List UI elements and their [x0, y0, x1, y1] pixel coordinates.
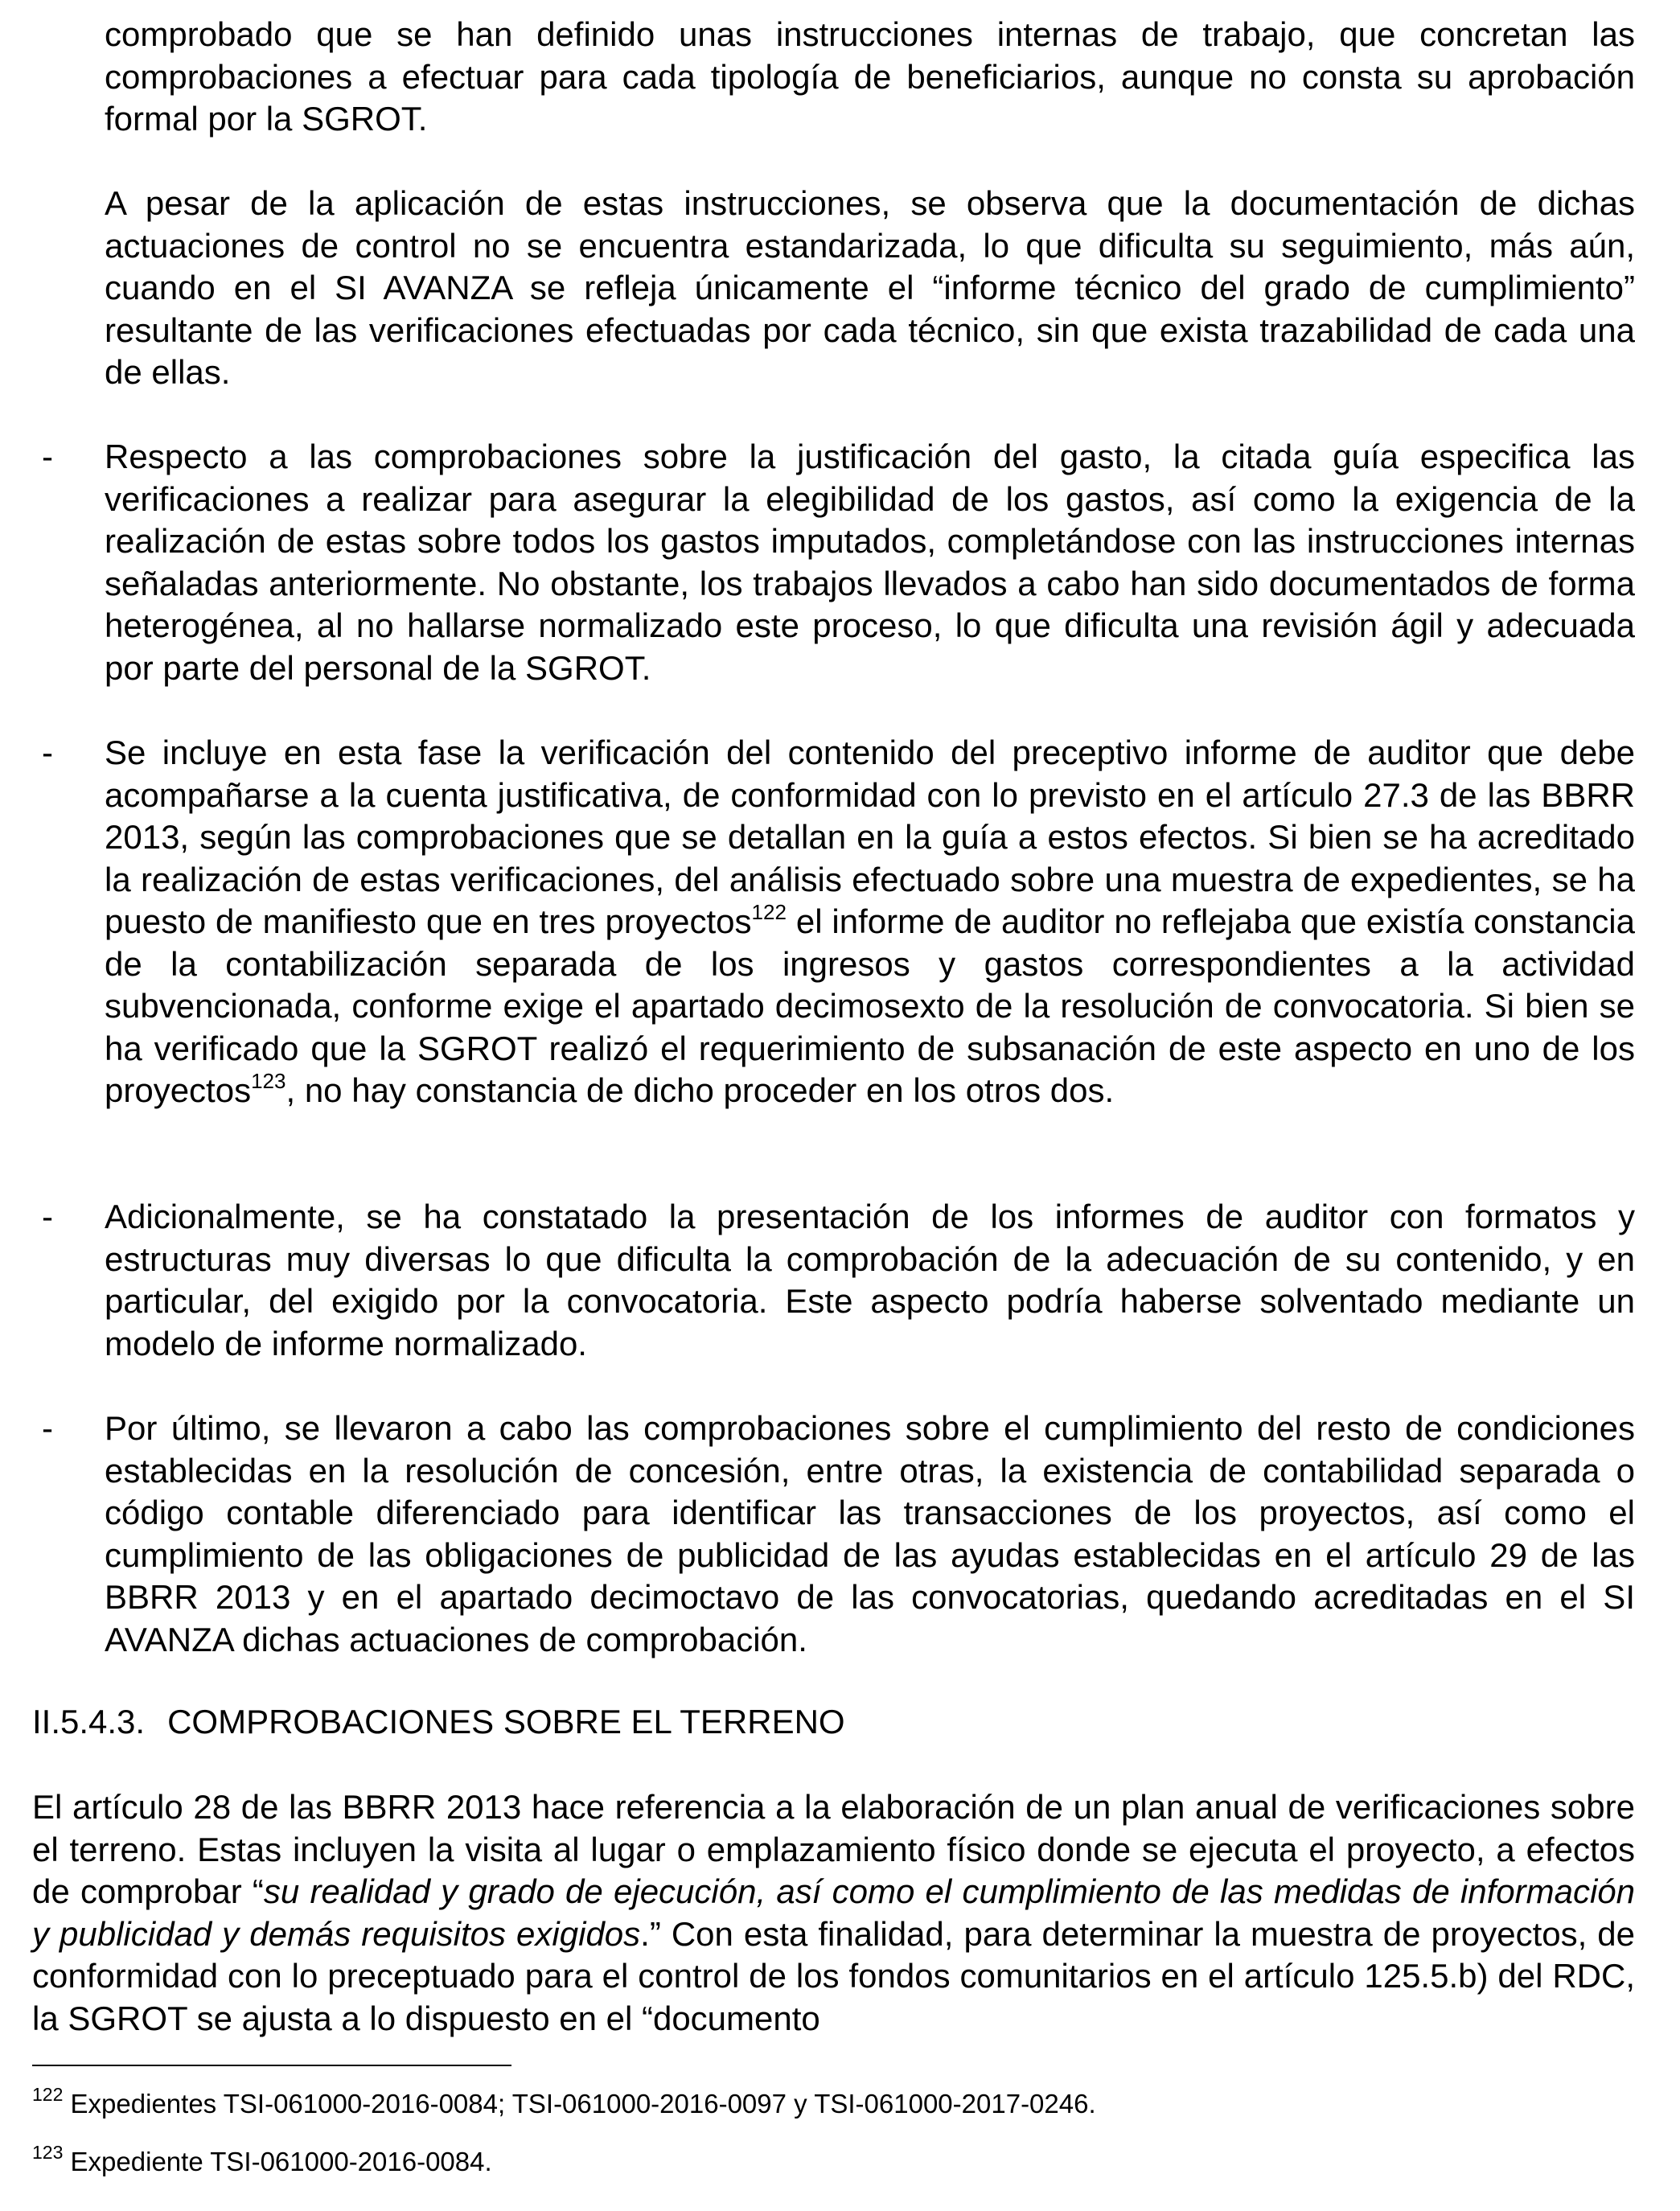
footnote-reference[interactable]: 123: [251, 1069, 286, 1093]
footnote-text: Expediente TSI-061000-2016-0084.: [63, 2147, 492, 2176]
section-number: II.5.4.3.: [32, 1703, 146, 1740]
paragraph-verificaciones-terreno: [32, 1786, 1635, 2040]
bullet-text-part: el informe de auditor no reflejaba que existía constancia de la contabilización separada de los ingresos y gastos correspondientes a la actividad subvencionada, conforme exige el apartado decimosexto de la resolución de convocatoria. Si bien se ha verificado que la SGROT realizó el requerimiento de subsanación de este aspecto en uno de los proyectos: [105, 902, 1635, 1109]
paragraph-documentacion: [105, 183, 1635, 394]
bullet-text: Adicionalmente, se ha constatado la presentación de los informes de auditor con formatos y estructuras muy diversas lo que dificulta la comprobación de la adecuación de su contenido, y en particular, del exigido por la convocatoria. Este aspecto podría haberse solventado mediante un modelo de informe normalizado.: [105, 1198, 1635, 1362]
footnote-reference[interactable]: 122: [751, 900, 787, 924]
bullet-text-part: , no hay constancia de dicho proceder en los otros dos.: [285, 1071, 1115, 1109]
bullet-text: Respecto a las comprobaciones sobre la justificación del gasto, la citada guía especifica las verificaciones a realizar para asegurar la elegibilidad de los gastos, así como la exigencia de la realización de estas sobre todos los gastos imputados, completándose con las instrucciones internas señaladas anteriormente. No obstante, los trabajos llevados a cabo han sido documentados de forma heterogénea, al no hallarse normalizado este proceso, lo que dificulta una revisión ágil y adecuada por parte del personal de la SGROT.: [105, 438, 1635, 687]
section-title: COMPROBACIONES SOBRE EL TERRENO: [167, 1703, 845, 1740]
bullet-informe-auditor: [105, 732, 1635, 1112]
paragraph-text: A pesar de la aplicación de estas instrucciones, se observa que la documentación de dichas actuaciones de control no se encuentra estandarizada, lo que dificulta su seguimiento, más aún, cuando en el SI AVANZA se refleja únicamente el “informe técnico del grado de cumplimiento” resultante de las verificaciones efectuadas por cada técnico, sin que exista trazabilidad de cada una de ellas.: [105, 184, 1635, 391]
bullet-marker: -: [42, 438, 53, 475]
section-heading: [32, 1701, 845, 1744]
footnote-text: Expedientes TSI-061000-2016-0084; TSI-061000-2016-0097 y TSI-061000-2017-0246.: [63, 2089, 1096, 2119]
footnote-number: 122: [32, 2084, 64, 2105]
bullet-text: Por último, se llevaron a cabo las comprobaciones sobre el cumplimiento del resto de condiciones establecidas en la resolución de concesión, entre otras, la existencia de contabilidad separada o código contable diferenciado para identificar las transacciones de los proyectos, así como el cumplimiento de las obligaciones de publicidad de las ayudas establecidas en el artículo 29 de las BBRR 2013 y en el apartado decimoctavo de las convocatorias, quedando acreditadas en el SI AVANZA dichas actuaciones de comprobación.: [105, 1409, 1635, 1658]
bullet-formatos-informes: [105, 1196, 1635, 1365]
bullet-marker: -: [42, 1198, 53, 1235]
footnote-123: [32, 2142, 492, 2178]
paragraph-text: comprobado que se han definido unas instrucciones internas de trabajo, que concretan las comprobaciones a efectuar para cada tipología de beneficiarios, aunque no consta su aprobación formal por la SGROT.: [105, 15, 1635, 138]
bullet-marker: -: [42, 1409, 53, 1447]
paragraph-text-part: El artículo 28 de las BBRR 2013 hace referencia a la elaboración de un plan anual de verificaciones sobre el terreno. Estas incluyen la visita al lugar o emplazamiento físico donde se ejecuta el proyecto, a efectos de comprobar “: [32, 1788, 1635, 1910]
quoted-text: su realidad y grado de ejecución, así como el cumplimiento de las medidas de información y publicidad y demás requisitos exigidos: [32, 1872, 1635, 1953]
footnote-122: [32, 2084, 1096, 2120]
bullet-otras-condiciones: [105, 1408, 1635, 1661]
bullet-justificacion-gasto: [105, 436, 1635, 689]
footnote-number: 123: [32, 2142, 64, 2163]
paragraph-instrucciones: [105, 14, 1635, 141]
bullet-text-part: Se incluye en esta fase la verificación del contenido del preceptivo informe de auditor que debe acompañarse a la cuenta justificativa, de conformidad con lo previsto en el artículo 27.3 de las BBRR 2013, según las comprobaciones que se detallan en la guía a estos efectos. Si bien se ha acreditado la realización de estas verificaciones, del análisis efectuado sobre una muestra de expedientes, se ha puesto de manifiesto que en tres proyectos: [105, 734, 1635, 940]
footnote-separator: [32, 2065, 511, 2066]
paragraph-text-part: .” Con esta finalidad, para determinar la muestra de proyectos, de conformidad con lo preceptuado para el control de los fondos comunitarios en el artículo 125.5.b) del RDC, la SGROT se ajusta a lo dispuesto en el “documento: [32, 1914, 1636, 2037]
bullet-marker: -: [42, 734, 53, 771]
